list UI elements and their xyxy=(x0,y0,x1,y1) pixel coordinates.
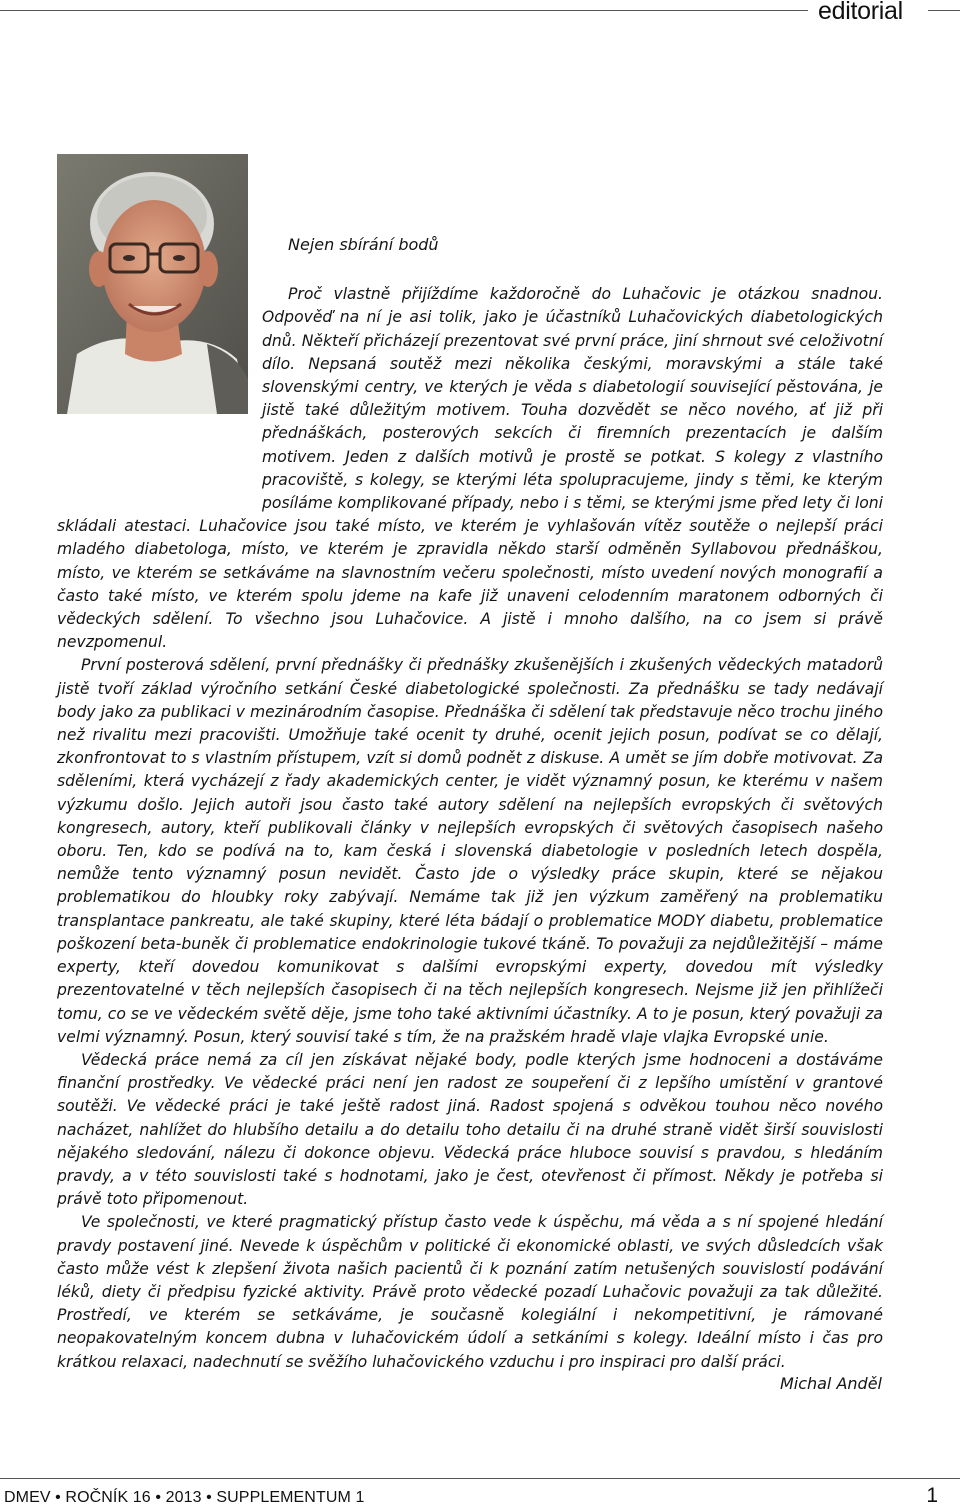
article-paragraph: Vědecká práce nemá za cíl jen získávat nějaké body, podle kterých jsme hodnoceni a dostáváme finanční prostředky. Ve vědecké práci není jen radost ze soupeření či z lepšího umístění v grantové soutěži. Ve vědecké práci je také ještě radost jiná. Radost spojená s odvěkou touhou něco nového nacházet, nahlížet do hlubšího detailu a do detailu toho detailu či na druhé straně vidět širší souvislosti nějakého sledování, nálezu či dokonce objevu. Vědecká práce hluboce souvisí s pravdou, s hledáním pravdy, a v této souvislosti také s hodnotami, jako je čest, otevřenost či přímost. Někdy je potřeba si právě toto připomenout. xyxy=(57,1050,883,1209)
article-paragraph: Proč vlastně přijíždíme každoročně do Luhačovic je otázkou snadnou. Odpověď na ní je asi tolik, jako je účastníků Luhačovických diabetologických dnů. Někteří přicházejí prezentovat své první práce, jiní shrnout své celoživotní dílo. Nepsaná soutěž mezi několika českými, moravskými a stále také slovenskými centry, ve kterých je věda s diabetologií související pěstována, je jistě také důležitým motivem. Touha dozvědět se něco nového, ať již při přednáškách, posterových sekcích či firemních prezentacích je dalším motivem. Jeden z dalších motivů je prostě se potkat. S kolegy z vlastního pracoviště, s kolegy, se kterými léta spolupracujeme, jindy s těmi, ke kterým posíláme komplikované případy, nebo i s těmi, se kterými jsme před lety či loni skládali atestaci. Luhačovice jsou také místo, ve kterém je vyhlašován vítěz soutěže o nejlepší práci mladého diabetologa, místo, ve kterém je zpravidla někdo starší odměněn Syllabovou přednáškou, místo, ve kterém se setkáváme na slavnostním večeru společnosti, místo uvedení nových monografií a často také místo, ve kterém spolu jdeme na kafe již unaveni celodenním maratonem odborných či vědeckých sdělení. To všechno jsou Luhačovice. A jistě i mnoho dalšího, na co jsem si právě nevzpomenul. xyxy=(57,285,883,652)
article xyxy=(57,233,883,1374)
portrait-spacer xyxy=(57,283,262,497)
article-paragraph: První posterová sdělení, první přednášky či přednášky zkušenějších i zkušených vědeckých matadorů jistě tvoří základ výročního setkání České diabetologické společnosti. Za přednášku se tady nedávají body jako za publikaci v mezinárodním časopise. Přednáška či sdělení tak představuje něco trochu jiného než rivalitu mezi pracovišti. Umožňuje také ocenit ty druhé, ocenit jejich posun, podívat se co dělají, zkonfrontovat to s vlastním přístupem, vzít si domů podnět z diskuse. A umět se jím dobře motivovat. Za sděleními, která vycházejí z řady akademických center, je vidět významný posun, ke kterému v našem výzkumu došlo. Jejich autoři jsou často také autory sdělení na nejlepších evropských či světových kongresech, autory, kteří publikovali články v nejlepších evropských či světových časopisech našeho oboru. Ten, kdo se podívá na to, kam česká i slovenská diabetologie v posledních letech dospěla, nemůže tento významný posun nevidět. Často jde o výsledky práce skupin, které se nějakou problematikou do hloubky roky zabývají. Nemáme tak již jen výzkum zaměřený na problematiku transplantace pankreatu, ale také skupiny, které léta bádají o problematice MODY diabetu, problematice poškození beta-buněk či problematice endokrinologie tukové tkáně. To považuji za nejdůležitější – máme experty, kteří dovedou komunikovat s dalšími evropskými experty, dovedou mít výsledky prezentovatelné v těch nejlepších časopisech či na těch nejlepších kongresech. Nejsme již jen přihlížeči tomu, co se ve vědeckém světě děje, jsme toho také aktivními účastníky. A to je posun, který považuji za velmi významný. Posun, který souvisí také s tím, že na pražském hradě vlaje vlajka Evropské unie. xyxy=(57,656,883,1046)
footer-rule xyxy=(0,1478,960,1479)
article-title: Nejen sbírání bodů xyxy=(288,235,439,254)
article-paragraph: Ve společnosti, ve které pragmatický přístup často vede k úspěchu, má věda a s ní spojené hledání pravdy postavení jiné. Nevede k úspěchům v politické či ekonomické oblasti, ve svých důsledcích však často může vést k zlepšení života našich pacientů či k poznání zatím netušených souvislostí podávání léků, diety či předpisu fyzické aktivity. Právě proto vědecké pozadí Luhačovic považuji za tak důležité. Prostředí, ve kterém se setkáváme, je současně kolegiální i nekompetitivní, je rámované neopakovatelným koncem dubna v luhačovickém údolí a setkáními s kolegy. Ideální místo i čas pro krátkou relaxaci, nadechnutí se svěžího luhačovického vzduchu i pro inspiraci pro další práci. xyxy=(57,1213,883,1371)
author-signature: Michal Anděl xyxy=(779,1374,882,1393)
journal-info: DMEV • ROČNÍK 16 • 2013 • SUPPLEMENTUM 1 xyxy=(4,1489,365,1506)
section-label: editorial xyxy=(818,0,903,25)
page-number: 1 xyxy=(926,1484,938,1507)
header-rule-right xyxy=(928,10,960,11)
header-rule-left xyxy=(0,10,808,11)
